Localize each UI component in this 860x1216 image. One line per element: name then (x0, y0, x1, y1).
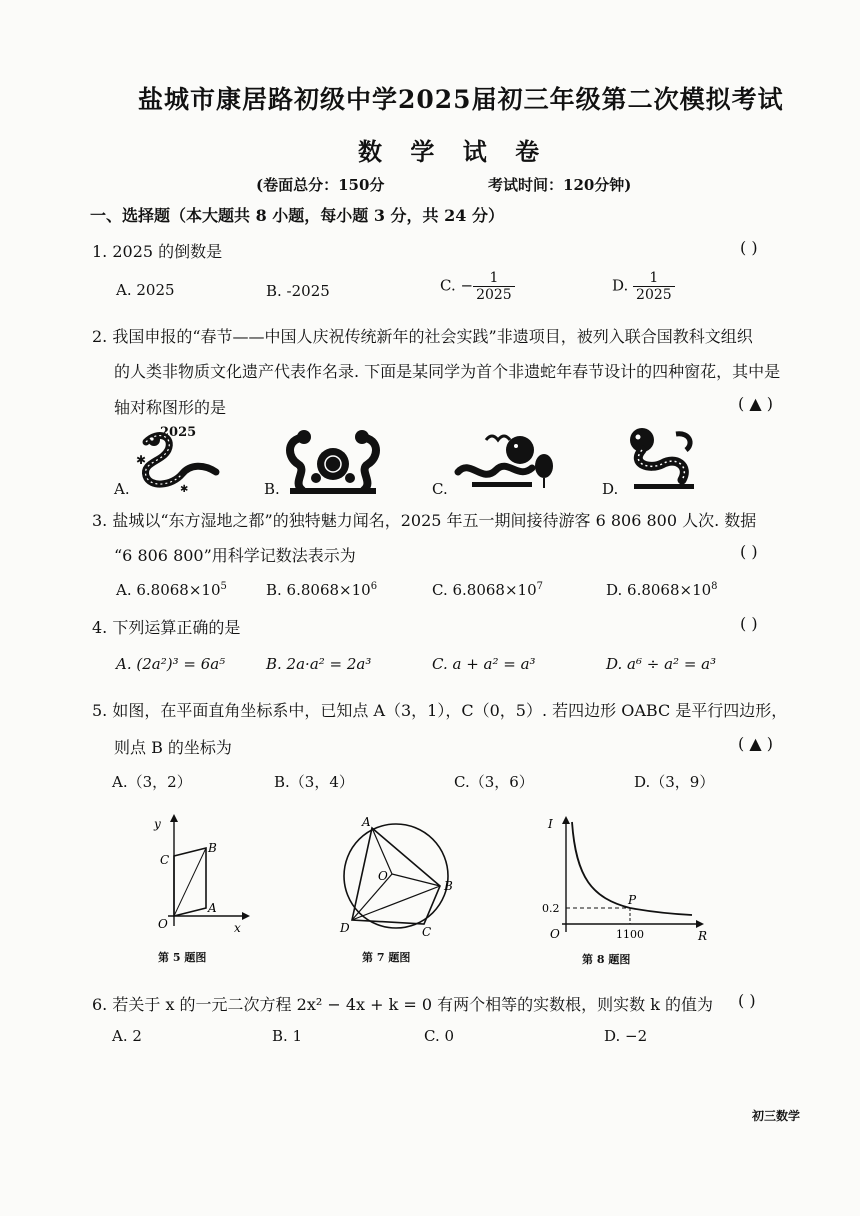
i-axis-arrow-icon (562, 816, 570, 824)
q3-option-c-text: C. 6.8068×10 (432, 581, 537, 599)
section-heading: 一、选择题（本大题共 8 小题，每小题 3 分，共 24 分） (90, 206, 504, 225)
q3-option-a-exponent: 5 (220, 581, 227, 592)
q3-option-d (606, 581, 718, 599)
fig7-b-label: B (444, 879, 453, 893)
twin-snakes-papercut-b-icon (280, 428, 386, 496)
question-2-line-1: 2. 我国申报的“春节——中国人庆祝传统新年的社会实践”非遗项目，被列入联合国教科文组织 (92, 327, 753, 346)
question-3-line-2: “6 806 800”用科学记数法表示为 (114, 546, 356, 565)
q1-option-c (440, 270, 515, 303)
q1-option-d (612, 270, 675, 303)
answer-bracket-6: ( ) (738, 991, 756, 1010)
fig5-o-label: O (158, 917, 168, 931)
q2-option-d: D. (602, 480, 619, 498)
fig8-y-value: 0.2 (542, 902, 560, 915)
q4-option-b: B. 2a·a² = 2a³ (266, 655, 372, 673)
question-5-line-2: 则点 B 的坐标为 (114, 738, 232, 757)
fig8-r-label: R (698, 929, 708, 943)
q5-option-b: B.（3，4） (274, 773, 354, 791)
q6-option-a: A. 2 (112, 1027, 142, 1045)
fig8-p-label: P (628, 893, 637, 907)
q3-option-a (116, 581, 227, 599)
exam-time: 考试时间：120分钟) (488, 176, 632, 194)
answer-bracket-2: ( ▲ ) (738, 394, 773, 413)
radius-oa (372, 828, 392, 874)
figure-5-caption: 第 5 题图 (158, 951, 207, 964)
fig5-y-label: y (154, 817, 161, 831)
fig5-a-label: A (208, 901, 217, 915)
chord-bd (352, 886, 440, 920)
answer-bracket-5: ( ▲ ) (738, 734, 773, 753)
q1-option-d-label: D. (612, 276, 629, 295)
question-4: 4. 下列运算正确的是 (92, 618, 241, 637)
fraction-numerator: 1 (473, 270, 515, 287)
circle-o (344, 824, 448, 928)
q5-option-a: A.（3，2） (112, 773, 192, 791)
q3-option-a-text: A. 6.8068×10 (116, 581, 221, 599)
q1-option-b: B. -2025 (266, 282, 330, 300)
y-axis-arrow-icon (170, 814, 178, 822)
q1-option-c-fraction (473, 270, 515, 303)
exam-title: 盐城市康居路初级中学2025届初三年级第二次模拟考试 (138, 85, 784, 114)
q3-option-c (432, 581, 543, 599)
fig8-i-label: I (548, 817, 553, 831)
figure-5-coordinate-diagram (130, 808, 260, 938)
q1-option-c-sign: − (460, 276, 474, 295)
q1-option-c-label: C. (440, 276, 456, 295)
q2-option-c: C. (432, 480, 448, 498)
q4-option-d: D. a⁶ ÷ a² = a³ (606, 655, 717, 673)
fig5-c-label: C (160, 853, 170, 867)
question-2-line-3: 轴对称图形的是 (114, 398, 227, 417)
q3-option-b-exponent: 6 (370, 581, 378, 592)
q2-option-b: B. (264, 480, 280, 498)
quadrilateral-abcd (352, 828, 440, 924)
page-footer: 初三数学 (752, 1109, 801, 1123)
svg-text:✱: ✱ (180, 484, 189, 494)
figure-7-circle-diagram (326, 808, 466, 942)
figure-8-caption: 第 8 题图 (582, 953, 631, 966)
q3-option-b-text: B. 6.8068×10 (266, 581, 371, 599)
q5-option-c: C.（3，6） (454, 773, 534, 791)
fig7-d-label: D (340, 921, 350, 935)
q6-option-c: C. 0 (424, 1027, 455, 1045)
q5-option-d: D.（3，9） (634, 773, 715, 791)
exam-subtitle: 数 学 试 卷 (358, 137, 550, 166)
fig7-c-label: C (422, 925, 432, 939)
fig8-x-value: 1100 (616, 928, 644, 941)
fig7-o-label: O (378, 869, 388, 883)
answer-bracket-3: ( ) (740, 542, 758, 561)
svg-text:✱: ✱ (136, 453, 147, 467)
q4-option-c: C. a + a² = a³ (432, 655, 536, 673)
fraction-denominator: 2025 (636, 287, 672, 303)
diagonal-ob (174, 848, 206, 916)
question-1: 1. 2025 的倒数是 (92, 242, 223, 261)
q1-option-a: A. 2025 (116, 281, 175, 299)
q6-option-d: D. −2 (604, 1027, 648, 1045)
snake-papercut-a-icon (132, 428, 224, 494)
snake-lantern-papercut-c-icon (452, 428, 564, 494)
q2-option-a: A. (114, 480, 130, 498)
total-score: (卷面总分：150分 (256, 176, 385, 194)
fig7-a-label: A (362, 815, 371, 829)
q3-option-d-exponent: 8 (711, 581, 718, 592)
question-3-line-1: 3. 盐城以“东方湿地之都”的独特魅力闻名，2025 年五一期间接待游客 6 806 800 人次. 数据 (92, 511, 757, 530)
fig8-o-label: O (550, 927, 560, 941)
q3-option-d-text: D. 6.8068×10 (606, 581, 712, 599)
x-axis-arrow-icon (242, 912, 250, 920)
fig5-x-label: x (234, 921, 241, 935)
figure-7-caption: 第 7 题图 (362, 951, 411, 964)
answer-bracket-4: ( ) (740, 614, 758, 633)
q3-option-b (266, 581, 377, 599)
q4-option-a: A. (2a²)³ = 6a⁵ (116, 655, 226, 673)
answer-bracket-1: ( ) (740, 238, 758, 257)
q6-option-b: B. 1 (272, 1027, 303, 1045)
fraction-denominator: 2025 (476, 287, 512, 303)
fraction-numerator: 1 (633, 270, 675, 287)
question-6: 6. 若关于 x 的一元二次方程 2x² − 4x + k = 0 有两个相等的实数根，则实数 k 的值为 (92, 995, 714, 1014)
snake-year-label: 2025 (160, 425, 197, 440)
q3-option-c-exponent: 7 (536, 581, 543, 592)
q1-option-d-fraction (633, 270, 675, 303)
question-5-line-1: 5. 如图，在平面直角坐标系中，已知点 A（3，1），C（0，5）. 若四边形 OABC 是平行四边形， (92, 701, 788, 720)
snake-papercut-d-icon (620, 424, 704, 494)
figure-8-inverse-graph (532, 808, 712, 944)
question-2-line-2: 的人类非物质文化遗产代表作名录. 下面是某同学为首个非遗蛇年春节设计的四种窗花，其中是 (114, 362, 781, 381)
fig5-b-label: B (208, 841, 217, 855)
r-axis-arrow-icon (696, 920, 704, 928)
